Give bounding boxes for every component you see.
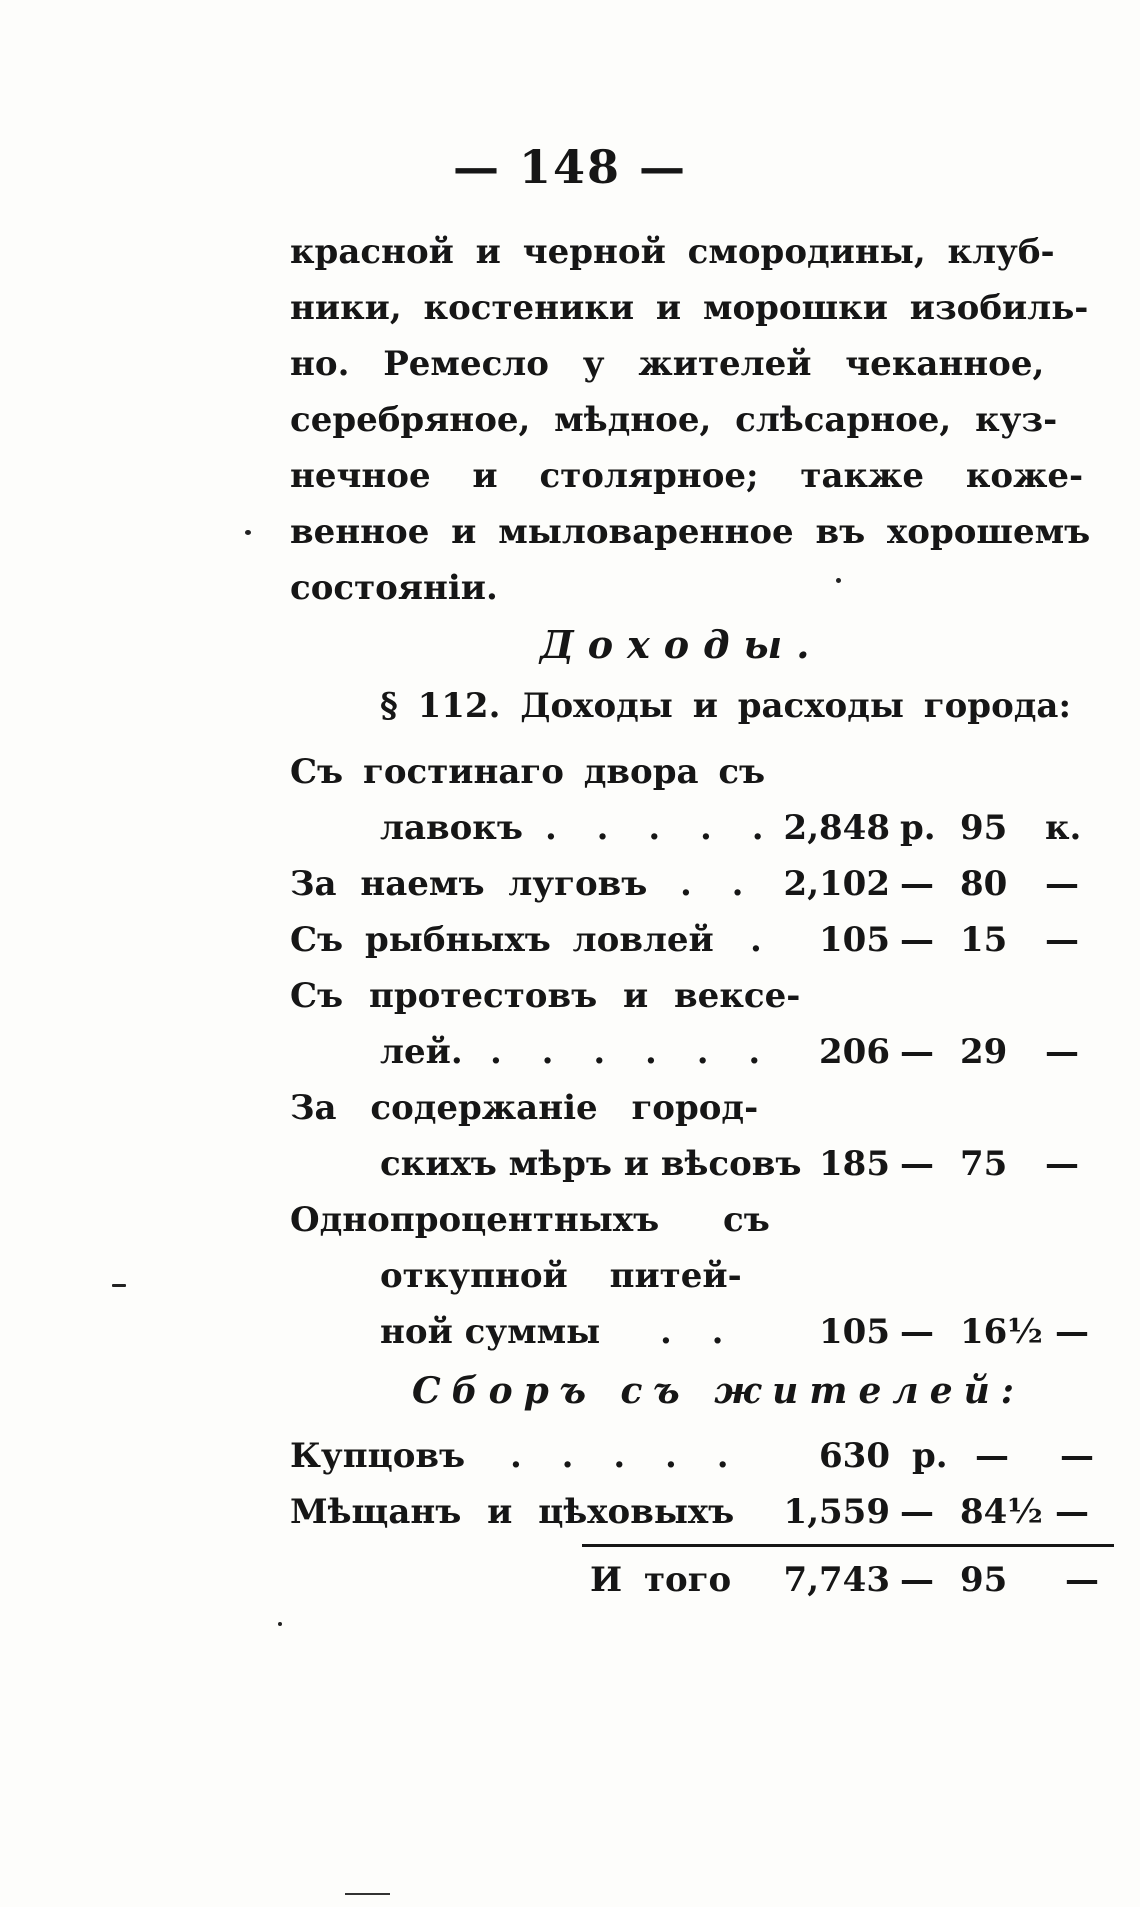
print-speck <box>836 578 841 583</box>
entry-label: Однопроцентныхъ съ <box>290 1200 770 1240</box>
entry-kopecks: 95 <box>960 808 1008 848</box>
section-heading: Доходы. <box>540 622 824 667</box>
total-label: И того <box>590 1560 732 1600</box>
entry-label: откупной питей- <box>380 1256 742 1296</box>
entry-kopecks: 84½ <box>960 1492 1043 1532</box>
entry-label: ной суммы <box>380 1312 601 1352</box>
income-entry <box>0 808 1140 854</box>
entry-separator: р. <box>912 1436 948 1476</box>
entry-separator: к. <box>1045 808 1082 848</box>
entry-kopecks: 80 <box>960 864 1008 904</box>
entry-separator: — <box>1055 1312 1089 1352</box>
entry-kopecks: — <box>975 1436 1009 1476</box>
entry-rubles: 185 <box>819 1144 890 1184</box>
entry-separator: — <box>1055 1492 1089 1532</box>
income-entry <box>0 864 1140 910</box>
total-row <box>0 1560 1140 1606</box>
entry-separator: — <box>900 1032 934 1072</box>
collection-entry <box>0 1492 1140 1538</box>
entry-separator: — <box>900 1492 934 1532</box>
sum-rule <box>582 1544 1114 1547</box>
print-speck <box>112 1284 126 1287</box>
entry-label: Съ гостинаго двора съ <box>290 752 766 792</box>
total-kopecks: 95 <box>960 1560 1008 1600</box>
entry-separator: р. <box>900 808 936 848</box>
bottom-rule <box>345 1893 390 1895</box>
entry-rubles: 105 <box>819 920 890 960</box>
entry-dots: . . . . . . <box>490 1032 775 1072</box>
entry-rubles: 206 <box>819 1032 890 1072</box>
collection-entry <box>0 1436 1140 1482</box>
entry-kopecks: 15 <box>960 920 1008 960</box>
collection-heading: Сборъ съ жителей: <box>412 1370 1026 1412</box>
entry-separator: — <box>900 1560 934 1600</box>
entry-label: Съ протестовъ и вексе- <box>290 976 801 1016</box>
entry-label: За содержаніе город- <box>290 1088 759 1128</box>
entry-label: Съ рыбныхъ ловлей <box>290 920 714 960</box>
entry-separator: — <box>1045 1144 1079 1184</box>
entry-label: лей. <box>380 1032 463 1072</box>
entry-dots: . . <box>680 864 758 904</box>
paragraph-line: но. Ремесло у жителей чеканное, <box>290 344 1045 384</box>
entry-dots: . . <box>660 1312 738 1352</box>
entry-separator: — <box>1045 864 1079 904</box>
paragraph-line: нечное и столярное; также коже- <box>290 456 1084 496</box>
entry-label: Купцовъ <box>290 1436 466 1476</box>
entry-dots: . . . . . <box>545 808 778 848</box>
entry-rubles: 2,848 <box>783 808 890 848</box>
entry-label: лавокъ <box>380 808 523 848</box>
entry-separator: — <box>1065 1560 1099 1600</box>
entry-kopecks: 29 <box>960 1032 1008 1072</box>
income-entry <box>0 920 1140 966</box>
entry-separator: — <box>900 920 934 960</box>
paragraph-line: красной и черной смородины, клуб- <box>290 232 1055 272</box>
entry-separator: — <box>900 1144 934 1184</box>
print-speck <box>278 1622 282 1626</box>
entry-kopecks: 75 <box>960 1144 1008 1184</box>
entry-label: За наемъ луговъ <box>290 864 648 904</box>
paragraph-line: ники, костеники и морошки изобиль- <box>290 288 1089 328</box>
entry-dots: . . . . . <box>510 1436 743 1476</box>
entry-rubles: 2,102 <box>783 864 890 904</box>
entry-rubles: 105 <box>819 1312 890 1352</box>
entry-separator: — <box>900 864 934 904</box>
entry-separator: — <box>1060 1436 1094 1476</box>
income-entry <box>0 1312 1140 1358</box>
entry-label: Мѣщанъ и цѣховыхъ <box>290 1492 735 1532</box>
entry-rubles: 630 <box>819 1436 890 1476</box>
paragraph-line: состояніи. <box>290 568 498 608</box>
paragraph-line: венное и мыловаренное въ хорошемъ <box>290 512 1091 552</box>
entry-separator: — <box>900 1312 934 1352</box>
section-intro: § 112. Доходы и расходы города: <box>380 686 1071 726</box>
paragraph-line: серебряное, мѣдное, слѣсарное, куз- <box>290 400 1058 440</box>
entry-label: скихъ мѣръ и вѣсовъ <box>380 1144 802 1184</box>
entry-separator: — <box>1045 920 1079 960</box>
entry-rubles: 1,559 <box>783 1492 890 1532</box>
entry-separator: — <box>1045 1032 1079 1072</box>
income-entry <box>0 1144 1140 1190</box>
page-number: — 148 — <box>452 140 688 194</box>
total-rubles: 7,743 <box>783 1560 890 1600</box>
income-entry <box>0 1032 1140 1078</box>
print-speck <box>245 530 251 535</box>
entry-dots: . <box>750 920 776 960</box>
entry-kopecks: 16½ <box>960 1312 1043 1352</box>
